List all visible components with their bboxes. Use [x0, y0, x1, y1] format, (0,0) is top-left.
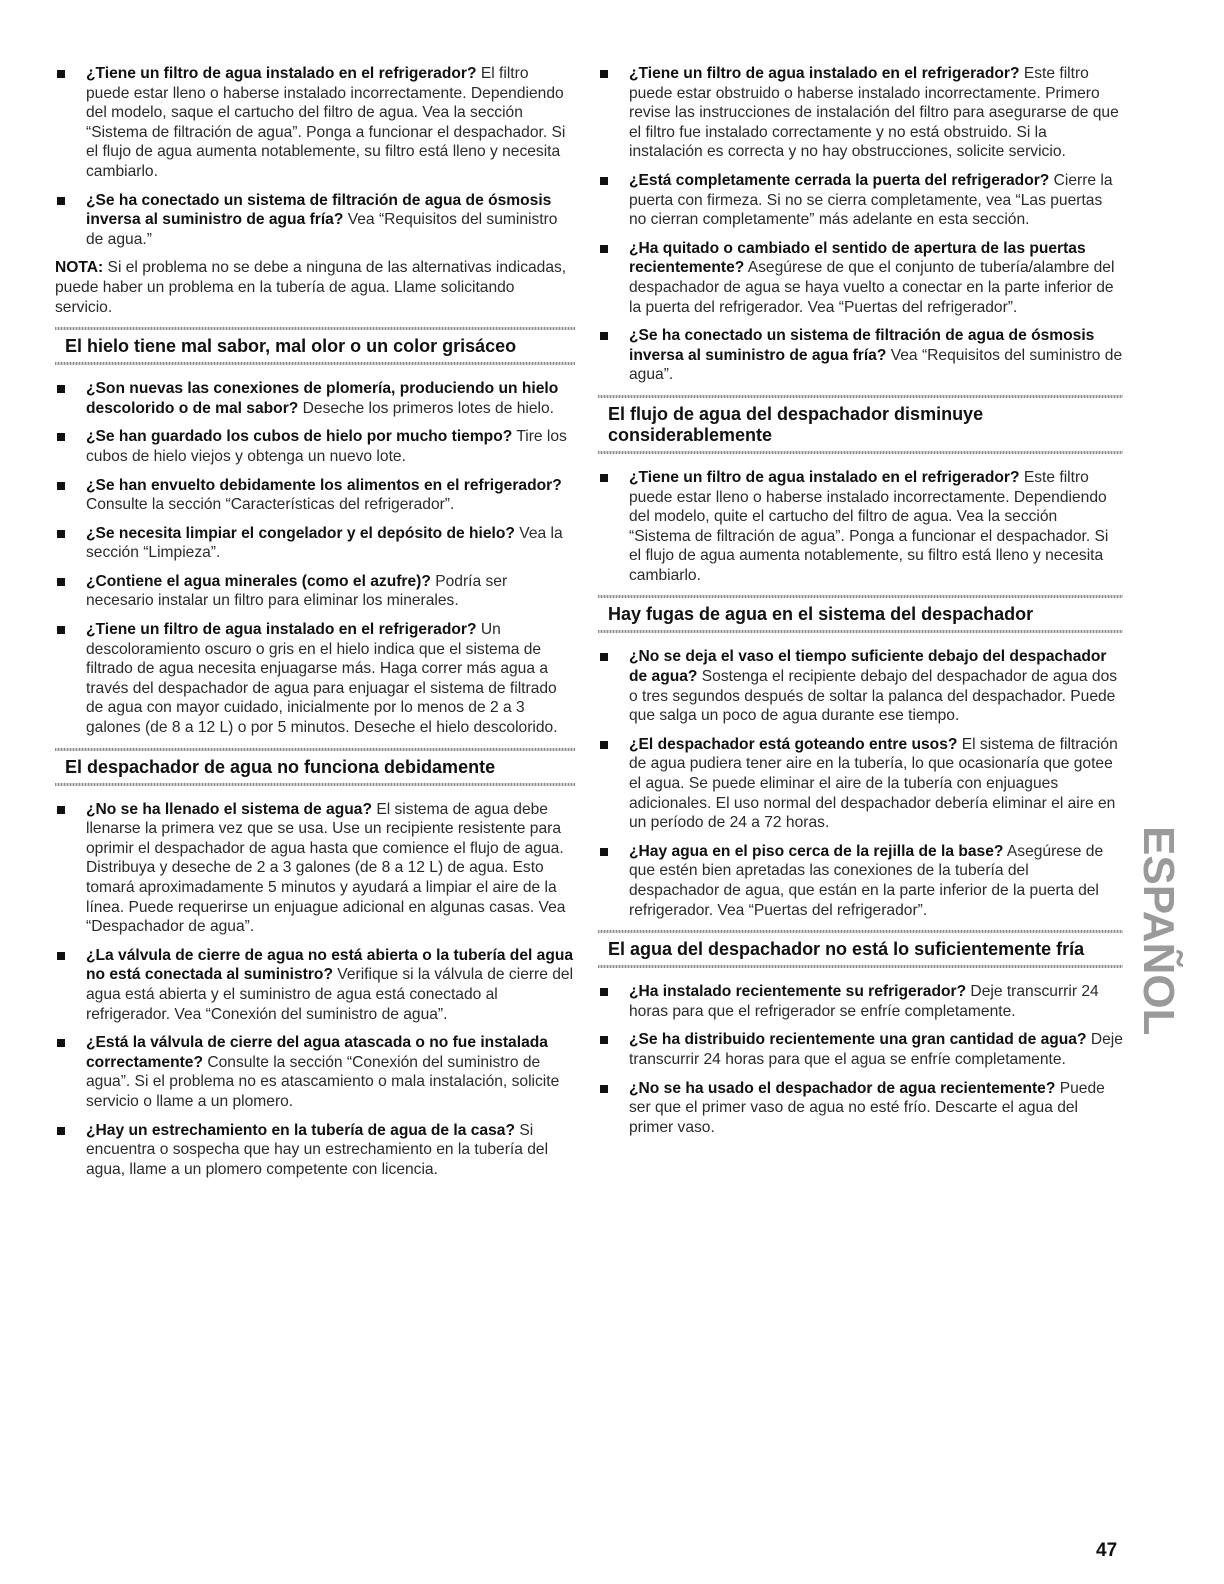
note-paragraph: NOTA: Si el problema no se debe a ninguna de las alternativas indicadas, puede haber un problema en la tubería de agua. Llame solicitando servicio. — [55, 259, 567, 316]
bullet-item: ¿Hay agua en el piso cerca de la rejilla de la base? Asegúrese de que estén bien apretadas las conexiones de la tubería del despachador de agua, que están en la parte inferior de la puerta del refrigerador. Vea “Puertas del refrigerador”. — [598, 842, 1123, 920]
bullet-item: ¿Se ha conectado un sistema de filtración de agua de ósmosis inversa al suministro de agua fría? Vea “Requisitos del suministro de agua.” — [55, 191, 575, 250]
bullet-item: ¿Tiene un filtro de agua instalado en el refrigerador? Este filtro puede estar obstruido o haberse instalado incorrectamente. Primero revise las instrucciones de instalación del filtro para asegurarse de que el filtro fue instalado correctamente y no está obstruido. Si la instalación es correcta y no hay obstrucciones, solicite servicio. — [598, 64, 1123, 162]
bullet-item: ¿Se han guardado los cubos de hielo por mucho tiempo? Tire los cubos de hielo viejos y obtenga un nuevo lote. — [55, 427, 575, 466]
bullet-square-icon — [57, 385, 65, 393]
bullet-item: ¿Tiene un filtro de agua instalado en el refrigerador? El filtro puede estar lleno o haberse instalado incorrectamente. Dependiendo del modelo, saque el cartucho del filtro de agua. Vea la sección “Sistema de filtración de agua”. Ponga a funcionar el despachador. Si el flujo de agua aumenta notablemente, su filtro está lleno y necesita cambiarlo. — [55, 64, 575, 182]
divider — [598, 630, 1123, 633]
bullet-square-icon — [57, 1039, 65, 1047]
bullet-item: ¿El despachador está goteando entre usos? El sistema de filtración de agua pudiera tener aire en la tubería, lo que ocasionaría que gotee el agua. Se puede eliminar el aire de la tubería con enjuagues adicionales. El uso normal del despachador debería eliminar el aire en un período de 24 a 72 horas. — [598, 735, 1123, 833]
bullet-square-icon — [57, 433, 65, 441]
bullet-item: ¿Se necesita limpiar el congelador y el depósito de hielo? Vea la sección “Limpieza”. — [55, 524, 575, 563]
bullet-item: ¿Tiene un filtro de agua instalado en el refrigerador? Un descoloramiento oscuro o gris en el hielo indica que el sistema de filtrado de agua necesita enjuagarse más. Haga correr más agua a través del despachador de agua para enjuagar el sistema de filtrado de agua con mayor cuidado, inicialmente por lo menos de 2 a 3 galones (de 8 a 12 L) o por 5 minutos. Deseche el hielo descolorido. — [55, 620, 575, 738]
bullet-square-icon — [600, 474, 608, 482]
section-heading: El hielo tiene mal sabor, mal olor o un color grisáceo — [55, 327, 575, 365]
bullet-square-icon — [600, 741, 608, 749]
bullet-square-icon — [600, 653, 608, 661]
section-heading: El despachador de agua no funciona debidamente — [55, 748, 575, 786]
bullet-square-icon — [600, 1085, 608, 1093]
section-heading: Hay fugas de agua en el sistema del despachador — [598, 595, 1123, 633]
bullet-square-icon — [57, 626, 65, 634]
bullet-square-icon — [57, 70, 65, 78]
bullet-item: ¿Se ha distribuido recientemente una gran cantidad de agua? Deje transcurrir 24 horas para que el agua se enfríe completamente. — [598, 1030, 1123, 1069]
bullet-square-icon — [57, 197, 65, 205]
left-column — [55, 64, 575, 1188]
bullet-square-icon — [57, 530, 65, 538]
bullet-square-icon — [57, 806, 65, 814]
bullet-square-icon — [600, 1036, 608, 1044]
bullet-item: ¿Contiene el agua minerales (como el azufre)? Podría ser necesario instalar un filtro para eliminar los minerales. — [55, 572, 575, 611]
bullet-item: ¿Se ha conectado un sistema de filtración de agua de ósmosis inversa al suministro de agua fría? Vea “Requisitos del suministro de agua”. — [598, 326, 1123, 385]
bullet-square-icon — [57, 578, 65, 586]
section-heading: El flujo de agua del despachador disminuye considerablemente — [598, 395, 1123, 454]
divider — [598, 451, 1123, 454]
bullet-item: ¿Se han envuelto debidamente los alimentos en el refrigerador? Consulte la sección “Características del refrigerador”. — [55, 476, 575, 515]
bullet-square-icon — [600, 332, 608, 340]
bullet-item: ¿Ha quitado o cambiado el sentido de apertura de las puertas recientemente? Asegúrese de que el conjunto de tubería/alambre del despachador de agua se haya vuelto a conectar en la parte inferior de la puerta del refrigerador. Vea “Puertas del refrigerador”. — [598, 239, 1123, 317]
section-heading: El agua del despachador no está lo suficientemente fría — [598, 930, 1123, 968]
divider — [55, 783, 575, 786]
bullet-square-icon — [600, 988, 608, 996]
bullet-square-icon — [57, 1127, 65, 1135]
bullet-item: ¿Ha instalado recientemente su refrigerador? Deje transcurrir 24 horas para que el refrigerador se enfríe completamente. — [598, 982, 1123, 1021]
bullet-square-icon — [600, 177, 608, 185]
right-column — [598, 64, 1123, 1146]
bullet-item: ¿Está la válvula de cierre del agua atascada o no fue instalada correctamente? Consulte la sección “Conexión del suministro de agua”. Si el problema no es atascamiento o mala instalación, solicite servicio o llame a un plomero. — [55, 1033, 575, 1111]
bullet-item: ¿Está completamente cerrada la puerta del refrigerador? Cierre la puerta con firmeza. Si no se cierra completamente, vea “Las puertas no cierran completamente” más adelante en esta sección. — [598, 171, 1123, 230]
bullet-item: ¿Hay un estrechamiento en la tubería de agua de la casa? Si encuentra o sospecha que hay un estrechamiento en la tubería del agua, llame a un plomero competente con licencia. — [55, 1121, 575, 1180]
bullet-square-icon — [600, 70, 608, 78]
bullet-item: ¿No se ha usado el despachador de agua recientemente? Puede ser que el primer vaso de agua no esté frío. Descarte el agua del primer vaso. — [598, 1079, 1123, 1138]
bullet-item: ¿No se deja el vaso el tiempo suficiente debajo del despachador de agua? Sostenga el recipiente debajo del despachador de agua dos o tres segundos después de soltar la palanca del despachador. Puede que salga un poco de agua durante ese tiempo. — [598, 647, 1123, 725]
language-side-tab — [1134, 818, 1183, 1068]
bullet-item: ¿No se ha llenado el sistema de agua? El sistema de agua debe llenarse la primera vez que se usa. Use un recipiente resistente para oprimir el despachador de agua hasta que comience el flujo de agua. Distribuya y deseche de 2 a 3 galones (de 8 a 12 L) de agua. Esto tomará aproximadamente 5 minutos y ayudará a limpiar el aire de la línea. Puede requerirse un enjuague adicional en algunas casas. Vea “Despachador de agua”. — [55, 800, 575, 937]
bullet-square-icon — [600, 245, 608, 253]
divider — [55, 362, 575, 365]
bullet-square-icon — [57, 952, 65, 960]
divider — [598, 965, 1123, 968]
bullet-item: ¿Tiene un filtro de agua instalado en el refrigerador? Este filtro puede estar lleno o haberse instalado incorrectamente. Dependiendo del modelo, quite el cartucho del filtro de agua. Vea la sección “Sistema de filtración de agua”. Ponga a funcionar el despachador. Si el flujo de agua aumenta notablemente, su filtro está lleno y necesita cambiarlo. — [598, 468, 1123, 586]
language-tab-label: ESPAÑOL — [1134, 826, 1183, 1036]
bullet-square-icon — [57, 482, 65, 490]
page-number: 47 — [1096, 1540, 1118, 1561]
bullet-item: ¿Son nuevas las conexiones de plomería, produciendo un hielo descolorido o de mal sabor? Deseche los primeros lotes de hielo. — [55, 379, 575, 418]
bullet-square-icon — [600, 848, 608, 856]
bullet-item: ¿La válvula de cierre de agua no está abierta o la tubería del agua no está conectada al suministro? Verifique si la válvula de cierre del agua está abierta y el suministro de agua está conectado al refrigerador. Vea “Conexión del suministro de agua”. — [55, 946, 575, 1024]
